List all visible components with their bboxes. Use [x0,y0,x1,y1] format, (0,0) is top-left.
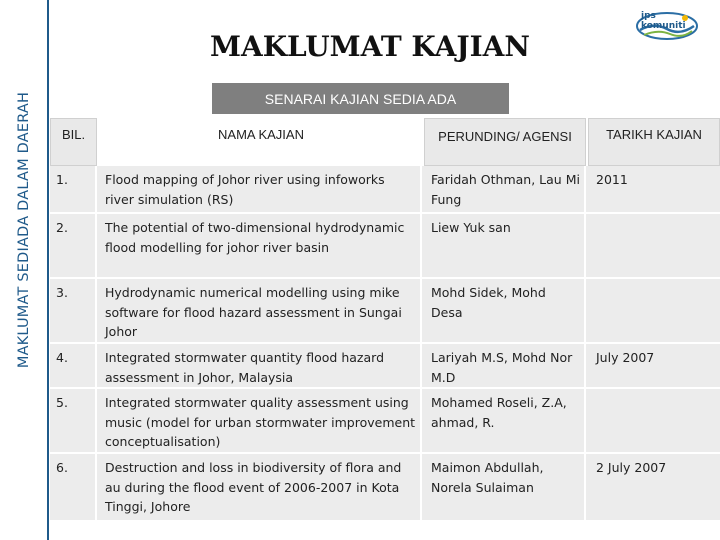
cell-nama: Flood mapping of Johor river using infoworks river simulation (RS) [99,166,422,212]
cell-tarikh [588,214,720,277]
cell-nama: Hydrodynamic numerical modelling using mike software for flood hazard assessment in Sungai Johor [99,279,422,342]
header-nama: NAMA KAJIAN [218,127,304,142]
cell-bil: 5. [50,389,97,452]
cell-nama: The potential of two-dimensional hydrodynamic flood modelling for johor river basin [99,214,422,277]
studies-table [50,118,720,520]
cell-bil: 1. [50,166,97,212]
page-title: MAKLUMAT KAJIAN [210,30,530,63]
side-divider [47,0,49,540]
cell-tarikh [588,389,720,452]
cell-bil: 4. [50,344,97,387]
cell-perunding: Mohamed Roseli, Z.A, ahmad, R. [424,389,586,452]
table-row [50,454,720,520]
cell-bil: 2. [50,214,97,277]
cell-perunding: Faridah Othman, Lau Mi Fung [424,166,586,212]
header-bil: BIL. [50,118,97,166]
cell-tarikh: 2011 [596,172,628,187]
table-row [50,166,720,212]
cell-perunding: Mohd Sidek, Mohd Desa [424,279,586,342]
cell-bil: 6. [50,454,97,520]
header-tarikh: TARIKH KAJIAN [588,118,720,166]
side-label: MAKLUMAT SEDIADA DALAM DAERAH [16,91,32,369]
cell-perunding: Maimon Abdullah, Norela Sulaiman [424,454,586,520]
cell-nama: Integrated stormwater quality assessment using music (model for urban stormwater improvement conceptualisation) [99,389,422,452]
cell-perunding: Lariyah M.S, Mohd Nor M.D [424,344,586,387]
table-row [50,389,720,452]
cell-nama: Integrated stormwater quantity flood hazard assessment in Johor, Malaysia [99,344,422,387]
table-row [50,279,720,342]
cell-tarikh [588,279,720,342]
cell-perunding: Liew Yuk san [424,214,586,277]
jps-logo [636,10,698,40]
cell-nama: Destruction and loss in biodiversity of flora and au during the flood event of 2006-2007 in Kota Tinggi, Johore [99,454,422,520]
cell-tarikh: July 2007 [596,350,655,365]
header-perunding: PERUNDING/ AGENSI [424,118,586,166]
logo-text: jps komuniti [641,11,686,31]
table-row [50,214,720,277]
section-banner: SENARAI KAJIAN SEDIA ADA [212,83,509,114]
cell-bil: 3. [50,279,97,342]
cell-tarikh: 2 July 2007 [596,460,667,475]
table-row [50,344,720,387]
